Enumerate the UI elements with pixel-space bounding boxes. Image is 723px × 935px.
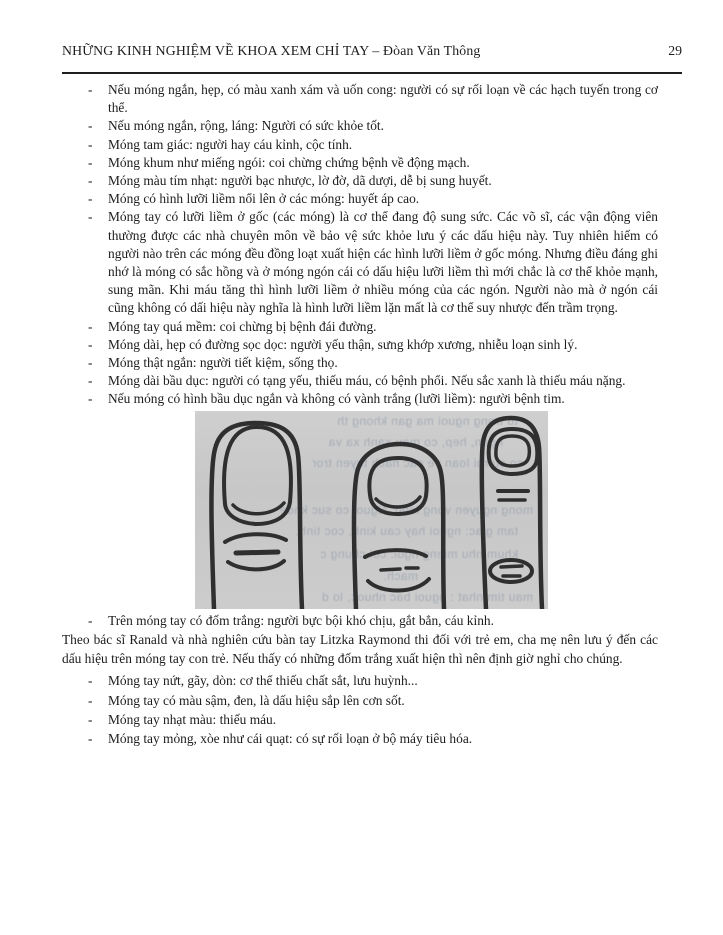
list-item: [62, 208, 658, 317]
header-divider: [62, 72, 682, 74]
list-item-text: Móng tay có lưỡi liềm ở gốc (các móng) là cơ thể đang độ sung sức. Các võ sĩ, các vận động viên thường được các nhà chuyên môn về bảo vệ sức khỏe lưu ý các dấu hiệu này. Tuy nhiên hiếm có người nào trên các móng đều đồng loạt xuất hiện các hình lưỡi liềm ở gốc móng. Nhưng điều đáng ghi nhớ là móng có sắc hồng và ở móng ngón cái có dấu hiệu lưỡi liềm thì mới chắc là cơ thể khỏe mạnh, sung mãn. Khi máu tăng thì hình lưỡi liềm ở nhiều móng của các ngón. Người nào mà ở ngón cái cũng không có dấi hiệu này nghĩa là hình lưỡi liềm lặn mất là cơ thể suy nhược đến trầm trọng.: [108, 209, 658, 316]
page-number: 29: [668, 43, 682, 58]
bullet-dash-icon: -: [88, 191, 93, 207]
bleed-through-text: tu trong nguoi ma gan khong th: [336, 413, 518, 428]
list-item-text: Móng tay có màu sậm, đen, là dấu hiệu sắp lên cơn sốt.: [108, 692, 405, 708]
nail-signs-list-top: [62, 81, 658, 409]
advice-paragraph: Theo bác sĩ Ranald và nhà nghiên cứu bàn tay Litzka Raymond thi đối với trẻ em, cha mẹ nên lưu ý đến các dấu hiệu trên móng tay con trẻ. Nếu thấy có những đốm trắng xuất hiện thì nên định giờ nghỉ cho chúng.: [62, 631, 658, 666]
bullet-dash-icon: -: [88, 711, 93, 727]
list-item: [62, 729, 658, 748]
running-title: NHỮNG KINH NGHIỆM VỀ KHOA XEM CHỈ TAY – Đòan Văn Thông: [62, 43, 481, 58]
fingernail-drawing: [195, 411, 548, 609]
bullet-dash-icon: -: [88, 82, 93, 97]
list-item-text: Móng thật ngắn: người tiết kiệm, sống thọ.: [108, 355, 338, 371]
nail-signs-list-bottom: [62, 671, 658, 748]
list-item: [62, 154, 658, 172]
list-item: [62, 336, 658, 354]
list-item-text: Nếu móng ngắn, hẹp, có màu xanh xám và uốn cong: người có sự rối loạn về các hạch tuyến trong cơ thể.: [108, 82, 658, 116]
bullet-dash-icon: -: [88, 209, 93, 225]
bullet-dash-icon: -: [88, 673, 93, 689]
bullet-dash-icon: -: [88, 118, 93, 134]
page-content: [62, 42, 682, 748]
bullet-dash-icon: -: [88, 173, 93, 189]
fingernail-figure: [195, 411, 548, 609]
list-item-text: Nếu móng ngắn, rộng, láng: Người có sức khỏe tốt.: [108, 118, 384, 134]
white-spots-list: [62, 612, 658, 630]
list-item: [62, 612, 658, 630]
list-item: [62, 390, 658, 408]
list-item-text: Móng khum như miếng ngói: coi chừng chứng bệnh về động mạch.: [108, 154, 470, 170]
list-item: [62, 710, 658, 729]
list-item: [62, 372, 658, 390]
list-item-text: Móng tay quá mềm: coi chừng bị bệnh đái đường.: [108, 318, 377, 334]
list-item-text: Móng dài bầu dục: người có tạng yếu, thiếu máu, có bệnh phổi. Nếu sắc xanh là thiếu máu nặng.: [108, 373, 626, 389]
list-item-text: Móng màu tím nhạt: người bạc nhược, lờ đờ, dã dượi, dễ bị sung huyết.: [108, 173, 492, 189]
bullet-dash-icon: -: [88, 373, 93, 389]
list-item: [62, 691, 658, 710]
list-item: [62, 190, 658, 208]
page-header: [62, 42, 682, 59]
bleed-through-text: ngan, hep, co mau xanh xa va: [328, 434, 503, 449]
list-item-text: Móng tam giác: người hay cáu kỉnh, cộc tính.: [108, 136, 353, 152]
bullet-dash-icon: -: [88, 318, 93, 334]
list-item: [62, 318, 658, 336]
list-item-text: Móng tay nứt, gãy, dòn: cơ thể thiếu chất sắt, lưu huỳnh...: [108, 673, 418, 689]
bullet-dash-icon: -: [88, 692, 93, 708]
list-item-text: Móng dài, hẹp có đường sọc dọc: người yếu thận, sưng khớp xương, nhiễu loạn sinh lý.: [108, 336, 578, 352]
bleed-through-text: mong nguyen vong lang: Nguoi co suc khoe: [279, 502, 533, 517]
bullet-dash-icon: -: [88, 136, 93, 152]
bullet-dash-icon: -: [88, 731, 93, 747]
bleed-through-text: mach.: [382, 568, 418, 583]
bleed-through-text: co su roi loan ve cac hach tuyen tror: [311, 455, 523, 470]
bullet-dash-icon: -: [88, 391, 93, 407]
list-item-text: Móng tay mỏng, xòe như cái quạt: có sự rối loạn ở bộ máy tiêu hóa.: [108, 731, 473, 747]
bullet-dash-icon: -: [88, 612, 93, 628]
bleed-through-text: mau tim nhat : nguoi bac nhuoc, lo d: [321, 589, 533, 604]
list-item: [62, 671, 658, 690]
bleed-through-text: tam giac: nguoi hay cau kinh, coc tinh.: [295, 523, 518, 538]
list-item-text: Móng tay nhạt màu: thiếu máu.: [108, 711, 277, 727]
list-item-text: Nếu móng có hình bầu dục ngắn và không có vành trắng (lưỡi liềm): người bệnh tim.: [108, 391, 565, 407]
long-oval-nail-finger: [211, 423, 302, 609]
list-item: [62, 354, 658, 372]
bullet-dash-icon: -: [88, 154, 93, 170]
list-item: [62, 81, 658, 117]
bleed-through-text: khum nhu mieng ngoi: coi chung c: [319, 546, 518, 561]
list-item: [62, 117, 658, 135]
list-item: [62, 172, 658, 190]
list-item-text: Trên móng tay có đốm trắng: người bực bội khó chịu, gắt bẳn, cáu kỉnh.: [108, 612, 494, 628]
bullet-dash-icon: -: [88, 355, 93, 371]
narrow-small-nail-finger: [482, 418, 542, 609]
list-item: [62, 136, 658, 154]
list-item-text: Móng có hình lưỡi liềm nổi lên ở các móng: huyết áp cao.: [108, 191, 420, 207]
short-wide-nail-finger: [354, 444, 444, 609]
bullet-dash-icon: -: [88, 336, 93, 352]
